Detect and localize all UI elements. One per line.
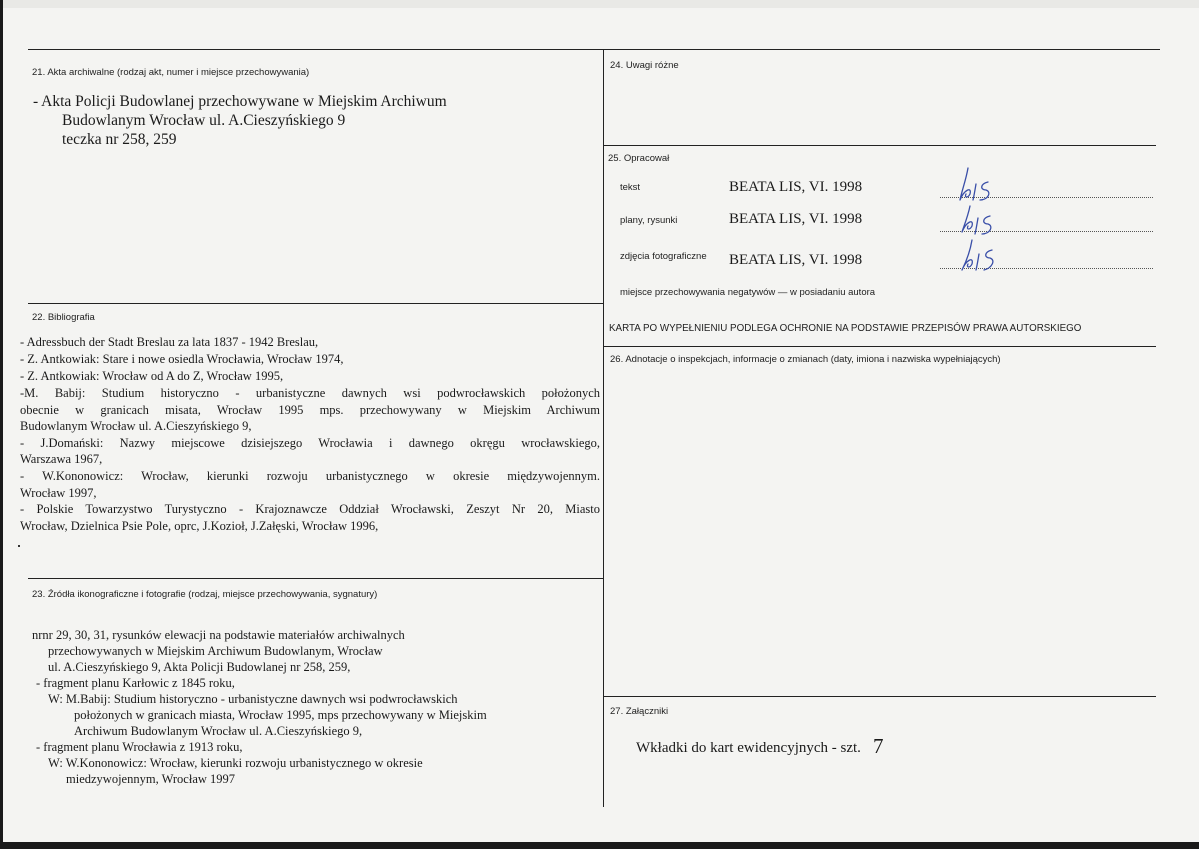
- iconography-line: miedzywojennym, Wrocław 1997: [66, 772, 236, 786]
- section-26-label: 26. Adnotacje o inspekcjach, informacje o zmianach (daty, imiona i nazwiska wypełniających): [610, 354, 1001, 365]
- bibliography-line: obecnie w granicach misata, Wrocław 1995 mps. przechowywany w Miejskim Archiwum: [20, 403, 600, 417]
- rule-24-25: [603, 145, 1156, 146]
- scan-edge-left: [0, 0, 3, 849]
- section-24-label: 24. Uwagi różne: [610, 60, 679, 71]
- prepared-row-label: plany, rysunki: [620, 215, 678, 226]
- scan-edge-bottom: [0, 842, 1199, 849]
- section-21-line: teczka nr 258, 259: [62, 131, 177, 148]
- prepared-row-value: BEATA LIS, VI. 1998: [729, 179, 863, 195]
- iconography-line: - fragment planu Karłowic z 1845 roku,: [36, 676, 235, 690]
- bibliography-line: - Polskie Towarzystwo Turystyczno - Krajoznawcze Oddział Wrocławski, Zeszyt Nr 20, Miasto: [20, 502, 600, 516]
- rule-21-22: [28, 303, 603, 304]
- prepared-row-label: tekst: [620, 182, 641, 193]
- prepared-row-value: BEATA LIS, VI. 1998: [729, 211, 863, 227]
- bibliography-line: - J.Domański: Nazwy miejscowe dzisiejszego Wrocławia i dawnego okręgu wrocławskiego,: [20, 436, 600, 450]
- bibliography-line: -M. Babij: Studium historyczno - urbanistyczne dawnych wsi podwrocławskich położonych: [20, 386, 600, 400]
- rule-22-23: [28, 578, 603, 579]
- iconography-line: przechowywanych w Miejskim Archiwum Budowlanym, Wrocław: [48, 644, 383, 658]
- prepared-row-label: zdjęcia fotograficzne: [620, 251, 707, 262]
- bibliography-line: - Z. Antkowiak: Stare i nowe osiedla Wrocławia, Wrocław 1974,: [20, 352, 344, 366]
- bibliography-line: Budowlanym Wrocław ul. A.Cieszyńskiego 9,: [20, 419, 252, 433]
- bibliography-line: - Adressbuch der Stadt Breslau za lata 1837 - 1942 Breslau,: [20, 335, 319, 349]
- bibliography-line: - Z. Antkowiak: Wrocław od A do Z, Wrocław 1995,: [20, 369, 284, 383]
- center-divider: [603, 49, 604, 807]
- scan-speck: [18, 545, 20, 547]
- copyright-notice: KARTA PO WYPEŁNIENIU PODLEGA OCHRONIE NA PODSTAWIE PRZEPISÓW PRAWA AUTORSKIEGO: [609, 323, 1082, 334]
- attachments-count: 7: [873, 734, 884, 758]
- rule-26-27: [603, 696, 1156, 697]
- section-27-label: 27. Załączniki: [610, 706, 669, 717]
- section-22-label: 22. Bibliografia: [32, 312, 95, 323]
- top-rule: [28, 49, 1160, 50]
- iconography-line: Archiwum Budowlanym Wrocław ul. A.Cieszyńskiego 9,: [74, 724, 363, 738]
- bibliography-line: Warszawa 1967,: [20, 452, 103, 466]
- negatives-location: miejsce przechowywania negatywów — w posiadaniu autora: [620, 287, 876, 298]
- iconography-line: położonych w granicach miasta, Wrocław 1995, mps przechowywany w Miejskim: [74, 708, 487, 722]
- handwritten-signature: [950, 160, 1020, 280]
- iconography-line: W: M.Babij: Studium historyczno - urbanistyczne dawnych wsi podwrocławskich: [48, 692, 458, 706]
- iconography-line: nrnr 29, 30, 31, rysunków elewacji na podstawie materiałów archiwalnych: [32, 628, 405, 642]
- iconography-line: - fragment planu Wrocławia z 1913 roku,: [36, 740, 243, 754]
- section-21-label: 21. Akta archiwalne (rodzaj akt, numer i miejsce przechowywania): [32, 67, 310, 78]
- bibliography-line: Wrocław, Dzielnica Psie Pole, oprc, J.Kozioł, J.Załęski, Wrocław 1996,: [20, 519, 379, 533]
- scan-edge-top: [0, 0, 1199, 8]
- iconography-line: ul. A.Cieszyńskiego 9, Akta Policji Budowlanej nr 258, 259,: [48, 660, 351, 674]
- section-25-label: 25. Opracował: [608, 153, 670, 164]
- bibliography-line: Wrocław 1997,: [20, 486, 97, 500]
- bibliography-line: - W.Kononowicz: Wrocław, kierunki rozwoju urbanistycznego w okresie międzywojennym.: [20, 469, 600, 483]
- section-21-line: Budowlanym Wrocław ul. A.Cieszyńskiego 9: [62, 112, 346, 129]
- section-21-line: - Akta Policji Budowlanej przechowywane w Miejskim Archiwum: [33, 93, 447, 110]
- section-23-label: 23. Źródła ikonograficzne i fotografie (rodzaj, miejsce przechowywania, sygnatury): [32, 589, 378, 600]
- iconography-line: W: W.Kononowicz: Wrocław, kierunki rozwoju urbanistycznego w okresie: [48, 756, 423, 770]
- prepared-row-value: BEATA LIS, VI. 1998: [729, 252, 863, 268]
- attachments-text: Wkładki do kart ewidencyjnych - szt.: [636, 740, 861, 756]
- rule-25-26: [603, 346, 1156, 347]
